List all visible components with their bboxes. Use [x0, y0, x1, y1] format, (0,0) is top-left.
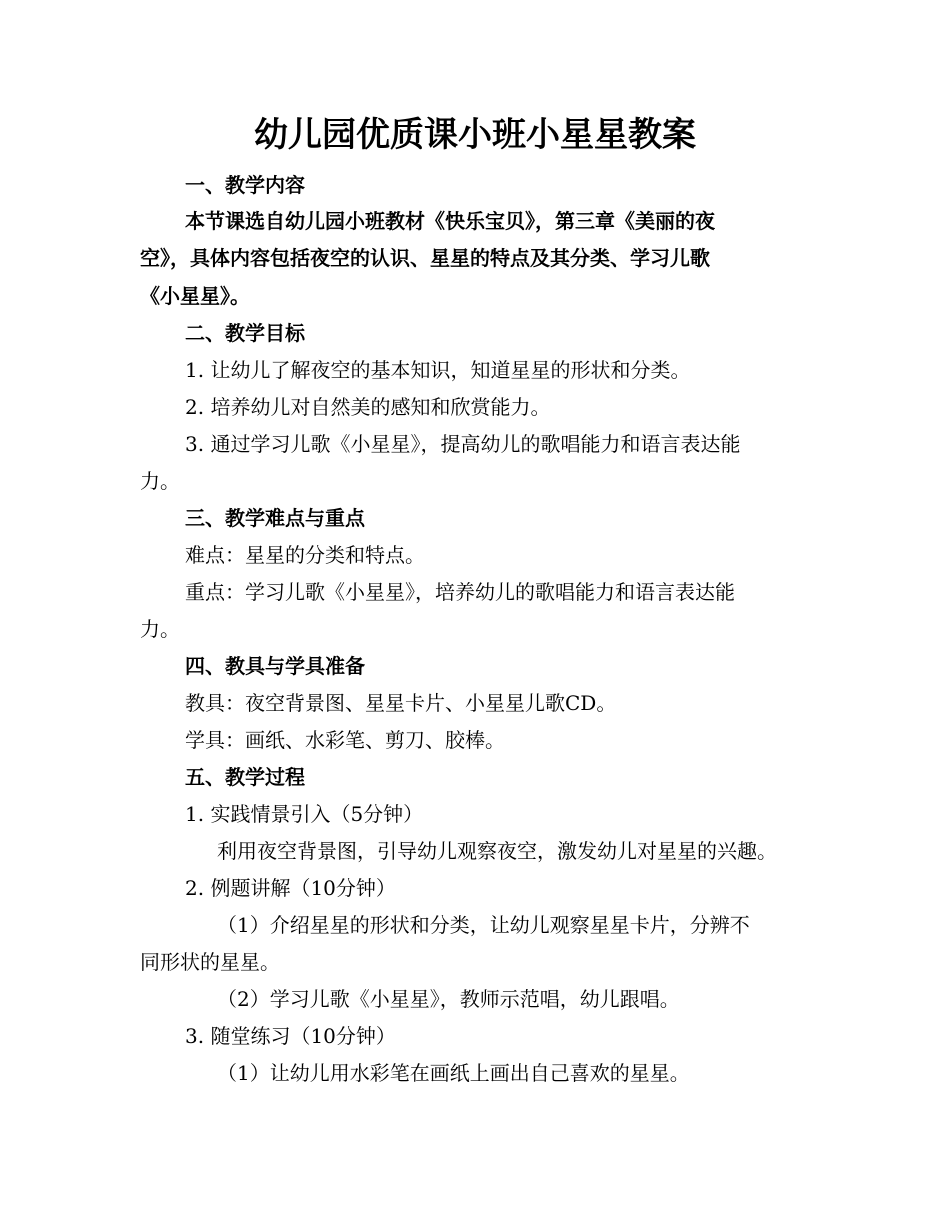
paragraph-line: 难点：星星的分类和特点。 — [185, 543, 425, 567]
list-item-detail: （1）让幼儿用水彩笔在画纸上画出自己喜欢的星星。 — [217, 1061, 690, 1085]
paragraph-line: 力。 — [140, 617, 180, 641]
document-title: 幼儿园优质课小班小星星教案 — [254, 115, 696, 155]
list-item-detail: （1）介绍星星的形状和分类，让幼儿观察星星卡片，分辨不 — [217, 913, 750, 937]
section-heading-1: 一、教学内容 — [185, 173, 305, 197]
paragraph-line: 《小星星》。 — [140, 284, 250, 308]
list-item: 1. 实践情景引入（5分钟） — [185, 802, 424, 826]
list-item: 2. 例题讲解（10分钟） — [185, 876, 396, 900]
list-item-continuation: 力。 — [140, 469, 180, 493]
list-item-detail: 利用夜空背景图，引导幼儿观察夜空，激发幼儿对星星的兴趣。 — [217, 839, 777, 863]
list-item-continuation: 同形状的星星。 — [140, 950, 280, 974]
section-heading-4: 四、教具与学具准备 — [185, 654, 365, 678]
paragraph-line: 教具：夜空背景图、星星卡片、小星星儿歌CD。 — [185, 691, 617, 715]
list-item: 2. 培养幼儿对自然美的感知和欣赏能力。 — [185, 395, 551, 419]
paragraph-line: 学具：画纸、水彩笔、剪刀、胶棒。 — [185, 728, 505, 752]
list-item: 3. 随堂练习（10分钟） — [185, 1024, 396, 1048]
paragraph-line: 空》，具体内容包括夜空的认识、星星的特点及其分类、学习儿歌 — [140, 246, 710, 270]
paragraph-line: 重点：学习儿歌《小星星》，培养幼儿的歌唱能力和语言表达能 — [185, 580, 735, 604]
section-heading-3: 三、教学难点与重点 — [185, 506, 365, 530]
list-item: 1. 让幼儿了解夜空的基本知识，知道星星的形状和分类。 — [185, 358, 691, 382]
list-item: 3. 通过学习儿歌《小星星》，提高幼儿的歌唱能力和语言表达能 — [185, 432, 741, 456]
list-item-detail: （2）学习儿歌《小星星》，教师示范唱，幼儿跟唱。 — [217, 987, 680, 1011]
section-heading-5: 五、教学过程 — [185, 765, 305, 789]
section-heading-2: 二、教学目标 — [185, 321, 305, 345]
paragraph-line: 本节课选自幼儿园小班教材《快乐宝贝》，第三章《美丽的夜 — [185, 209, 715, 233]
